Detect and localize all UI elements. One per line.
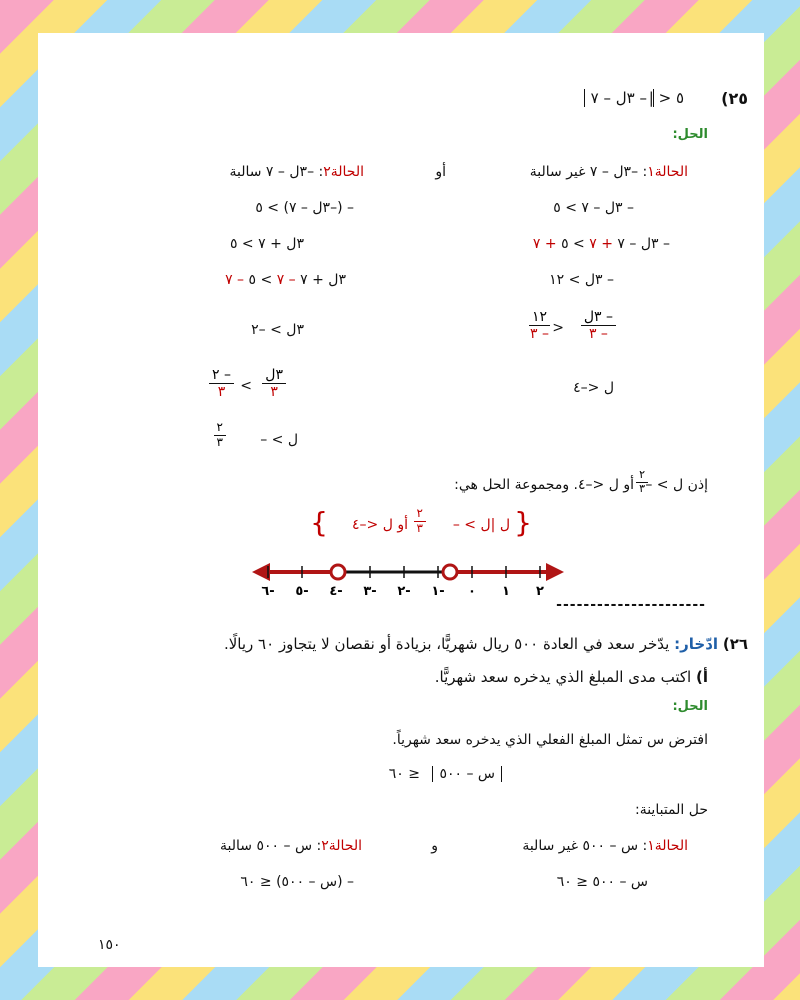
- separator-line: ----------------------: [556, 597, 706, 613]
- number-line-tick-label: ٣-: [363, 584, 377, 599]
- number-line-tick-label: ٢-: [397, 584, 411, 599]
- case-2-step-1: – (–٣ل – ٧) > ٥: [255, 200, 354, 216]
- case-1-header: الحالة١: –٣ل – ٧ غير سالبة: [529, 164, 688, 180]
- conclusion-end: أو ل <–٤. ومجموعة الحل هي:: [454, 477, 634, 493]
- or-label: أو: [435, 164, 446, 180]
- case-1-fraction-left: – ٣ل – ٣: [581, 309, 616, 342]
- solution-set-close-brace: }: [310, 506, 328, 539]
- solution-set-start: ل |ل > –: [452, 517, 510, 533]
- problem-25-abs-body: – ٣ل – ٧: [584, 91, 654, 106]
- case-2-fraction-right: – ٢ ٣: [209, 367, 234, 400]
- number-line: [248, 553, 568, 601]
- case-2-step-2: ٣ل + ٧ > ٥: [229, 236, 304, 252]
- and-label: و: [431, 838, 438, 854]
- case-2-step-4: ٣ل > –٢: [251, 322, 304, 338]
- number-line-tick-label: ٥-: [295, 584, 309, 599]
- open-circle-minus-4: [331, 565, 345, 579]
- case-2-step-6: ل > –: [260, 432, 298, 448]
- case-2-fraction-left: ٣ل ٣: [262, 367, 286, 400]
- number-line-tick-label: ٠: [468, 584, 476, 599]
- case-1-fraction-right: ١٢ – ٣: [530, 309, 549, 343]
- case-1-step-2: – ٣ل – ٧ + ٧ > ٥ + ٧: [532, 236, 670, 252]
- number-line-tick-label: ١: [502, 584, 510, 599]
- problem-26-assumption: افترض س تمثل المبلغ الفعلي الذي يدخره سعد شهرياً.: [392, 732, 708, 748]
- open-circle-minus-two-thirds: [443, 565, 457, 579]
- problem-26-statement: ٢٦) ادّخار: يدّخر سعد في العادة ٥٠٠ ريال شهريًّا، بزيادة أو نقصان لا يتجاوز ٦٠ ريالًا.: [223, 635, 748, 653]
- solve-inequality-label: حل المتباينة:: [634, 802, 708, 818]
- problem-26-inequality-body: س – ٥٠٠: [432, 767, 502, 781]
- conclusion-start: إذن ل > –: [645, 477, 708, 493]
- solution-set-end: أو ل <–٤: [352, 517, 408, 533]
- case-2-fraction-relation: <: [240, 378, 252, 394]
- problem-26-inequality-rhs: ≤ ٦٠: [388, 766, 420, 782]
- case-2-header: الحالة٢: –٣ل – ٧ سالبة: [229, 164, 364, 180]
- number-line-tick-label: ٦-: [261, 584, 275, 599]
- solution-set-fraction: ٢ ٣: [414, 507, 426, 536]
- problem-26-solution-label: الحل:: [672, 699, 708, 714]
- case-1-fraction-relation: >: [552, 320, 564, 336]
- solution-set-open-brace: {: [514, 506, 532, 539]
- problem-26-part-a: أ) اكتب مدى المبلغ الذي يدخره سعد شهريًّا.: [434, 668, 708, 686]
- solution-label: الحل:: [672, 127, 708, 142]
- case-2-step-3: ٣ل + ٧ – ٧ > ٥ – ٧: [225, 272, 346, 288]
- case-1-step-5: ل <–٤: [573, 380, 614, 396]
- problem-25-inequality: | > ٥: [648, 89, 684, 107]
- case-1-step-3: – ٣ل > ١٢: [549, 272, 614, 288]
- conclusion-fraction: ٢ ٣: [636, 469, 648, 495]
- page-number: ١٥٠: [98, 937, 121, 953]
- case-2-step-6-fraction: ٢ ٣: [214, 421, 226, 450]
- number-line-tick-label: ٢: [536, 584, 544, 599]
- problem-26-case-2-step-1: – (س – ٥٠٠) ≤ ٦٠: [240, 874, 354, 890]
- page: [38, 33, 764, 967]
- number-line-tick-label: ٤-: [329, 584, 343, 599]
- problem-26-case-2-header: الحالة٢: س – ٥٠٠ سالبة: [220, 838, 362, 854]
- case-1-step-1: – ٣ل – ٧ > ٥: [553, 200, 634, 216]
- number-line-tick-label: ١-: [431, 584, 445, 599]
- problem-26-case-1-step-1: س – ٥٠٠ ≤ ٦٠: [556, 874, 648, 890]
- problem-26-case-1-header: الحالة١: س – ٥٠٠ غير سالبة: [522, 838, 688, 854]
- problem-25-number: ٢٥): [721, 89, 748, 108]
- number-line-right-arrow: [546, 563, 564, 581]
